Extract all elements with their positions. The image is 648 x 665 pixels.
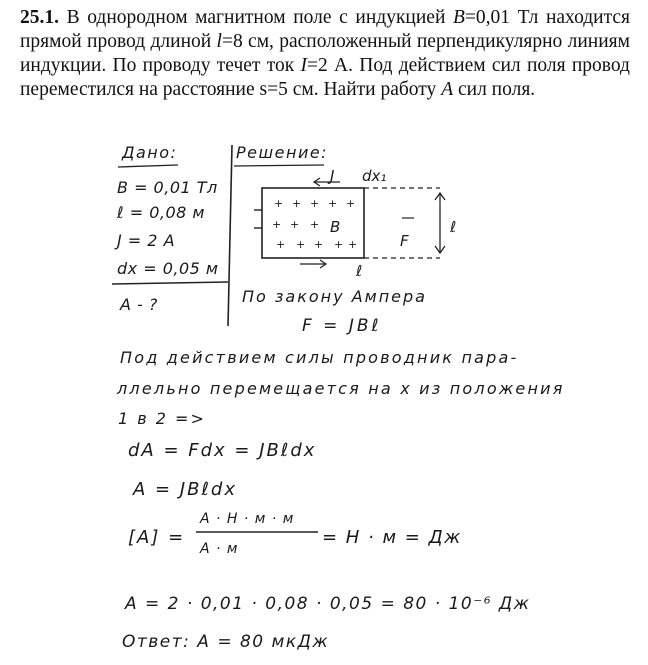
svg-text:+: + bbox=[310, 218, 320, 231]
field-diagram bbox=[254, 167, 456, 280]
svg-text:+: + bbox=[296, 238, 306, 251]
ampere-law-text: По закону Ампера bbox=[242, 287, 427, 306]
units-denominator: A · м bbox=[200, 541, 239, 557]
solution-title: Решение: bbox=[236, 143, 329, 162]
svg-text:+: + bbox=[314, 238, 324, 251]
given-line-B: B = 0,01 Тл bbox=[117, 178, 218, 197]
explanation-line-2: ллельно перемещается на x из положения bbox=[117, 379, 565, 398]
svg-text:+: + bbox=[276, 238, 286, 251]
problem-number: 25.1. bbox=[20, 7, 59, 28]
problem-text-2: =0,01 Тл находится прямой провод длиной bbox=[20, 7, 630, 52]
units-lhs: [A] = bbox=[128, 527, 186, 548]
diagram-label-l-right: ℓ bbox=[450, 218, 457, 236]
svg-text:+: + bbox=[328, 197, 338, 210]
units-rhs: = H · м = Дж bbox=[322, 527, 462, 548]
ampere-formula: F = JBℓ bbox=[302, 316, 382, 336]
given-line-dx: dx = 0,05 м bbox=[117, 259, 219, 278]
given-line-l: ℓ = 0,08 м bbox=[117, 203, 205, 222]
svg-text:+: + bbox=[272, 218, 282, 231]
svg-text:+: + bbox=[346, 197, 356, 210]
svg-text:+: + bbox=[348, 238, 358, 251]
var-I: I bbox=[300, 55, 307, 76]
given-divider-vertical bbox=[228, 145, 232, 326]
svg-text:+: + bbox=[274, 197, 284, 210]
var-A: A bbox=[441, 79, 454, 100]
given-divider-horizontal bbox=[112, 282, 228, 284]
problem-text-4: =2 А. Под действием сил поля провод переместился на расстояние s=5 см. Найти работу bbox=[20, 55, 630, 100]
find-label: A - ? bbox=[120, 295, 158, 314]
problem-text-5: сил поля. bbox=[453, 79, 536, 100]
answer: Ответ: A = 80 мкДж bbox=[122, 632, 330, 652]
units-numerator: A · H · м · м bbox=[200, 511, 295, 527]
svg-text:+: + bbox=[334, 238, 344, 251]
problem-text-1: В однородном магнитном поле с индукцией bbox=[59, 7, 454, 28]
explanation-line-1: Под действием силы проводник пара- bbox=[120, 348, 519, 367]
formula-A: A = JBℓdx bbox=[133, 479, 238, 500]
solution-title-underline bbox=[234, 165, 324, 166]
problem-text-3: =8 см, расположенный перпендикулярно линиям индукции. По проводу течет ток bbox=[20, 31, 630, 76]
svg-text:+: + bbox=[290, 218, 300, 231]
calculation: A = 2 · 0,01 · 0,08 · 0,05 = 80 · 10⁻⁶ Дж bbox=[125, 594, 531, 614]
diagram-label-current: J bbox=[330, 167, 335, 185]
formula-dA: dA = Fdx = JBℓdx bbox=[128, 440, 317, 461]
given-line-J: J = 2 A bbox=[117, 231, 176, 250]
var-l: l bbox=[216, 31, 222, 52]
explanation-line-3: 1 в 2 => bbox=[118, 409, 206, 428]
diagram-label-l-bottom: ℓ bbox=[356, 262, 363, 280]
diagram-label-B: B bbox=[330, 218, 341, 236]
given-title: Дано: bbox=[122, 143, 178, 162]
given-title-underline bbox=[118, 165, 178, 167]
svg-text:+: + bbox=[292, 197, 302, 210]
svg-text:+: + bbox=[310, 197, 320, 210]
diagram-label-F: F bbox=[400, 232, 409, 250]
diagram-label-dx: dx₁ bbox=[362, 167, 387, 185]
var-B: B bbox=[453, 7, 465, 28]
